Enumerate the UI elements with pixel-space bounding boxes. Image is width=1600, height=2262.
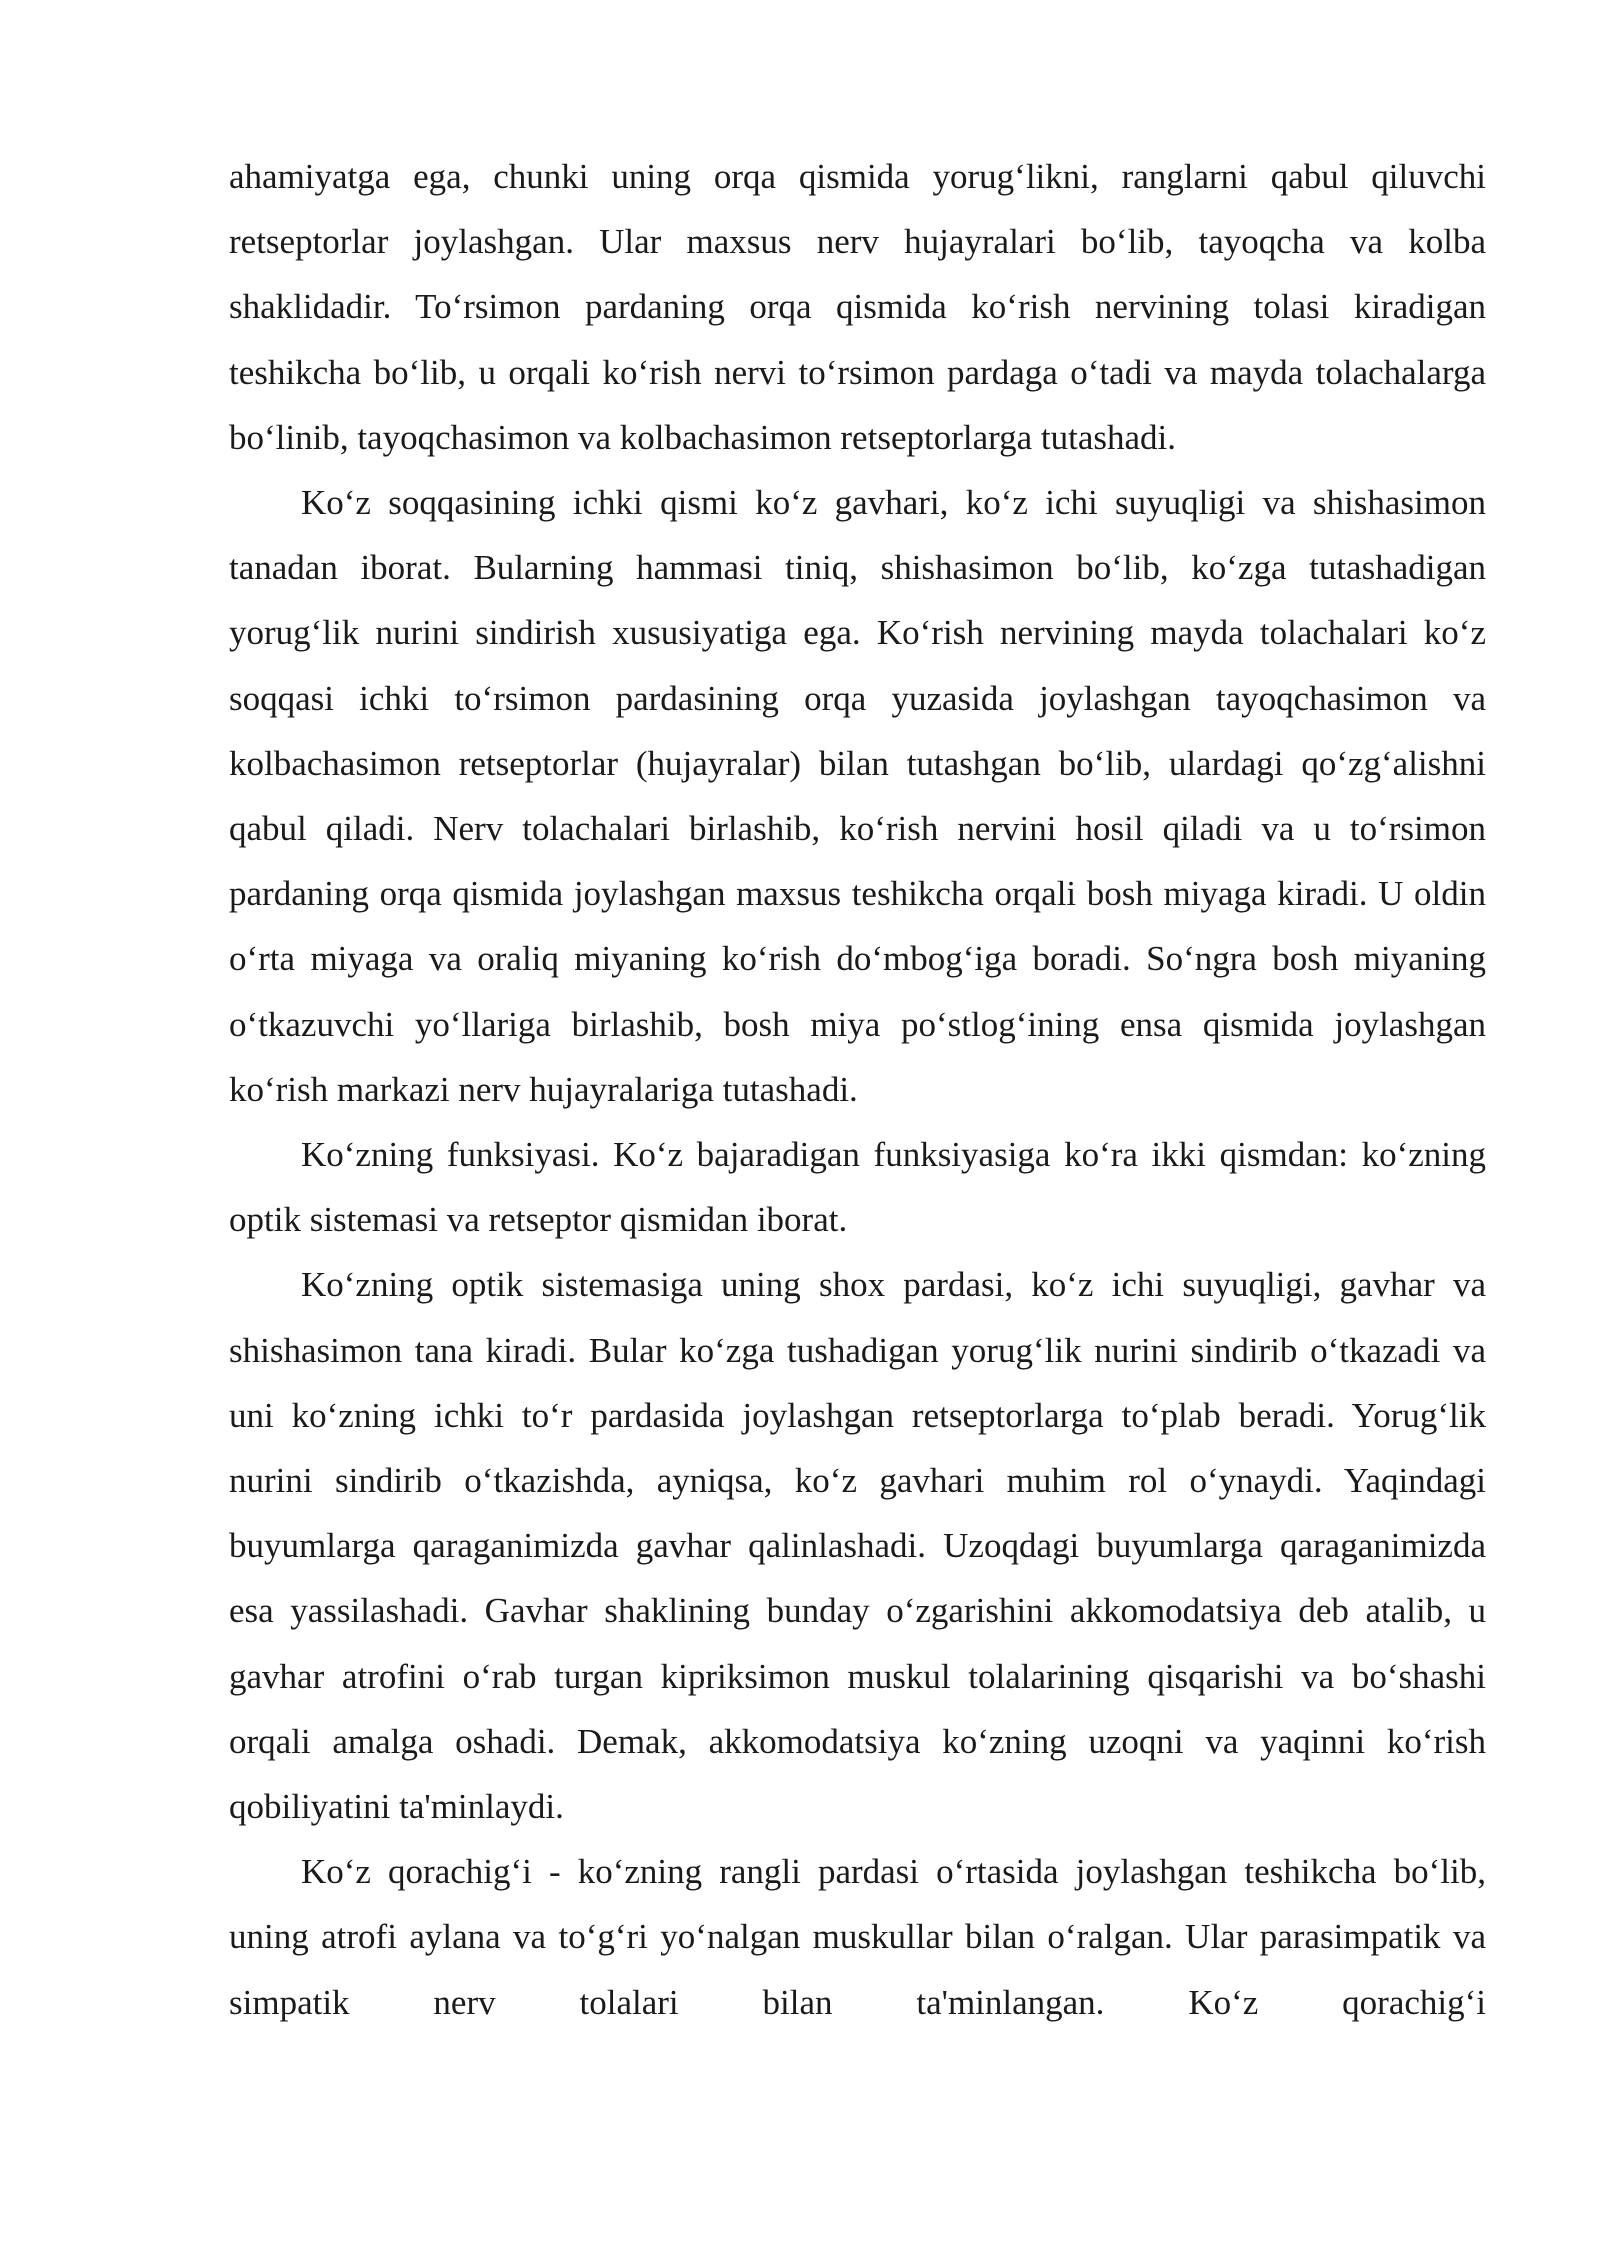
document-body <box>229 144 1486 2035</box>
paragraph-optical-system: Ko‘zning optik sistemasiga uning shox pardasi, ko‘z ichi suyuqligi, gavhar va shishasimon tana kiradi. Bular ko‘zga tushadigan yorug‘lik nurini sindirib o‘tkazadi va uni ko‘zning ichki to‘r pardasida joylashgan retseptorlarga to‘plab beradi. Yorug‘lik nurini sindirib o‘tkazishda, ayniqsa, ko‘z gavhari muhim rol o‘ynaydi. Yaqindagi buyumlarga qaraganimizda gavhar qalinlashadi. Uzoqdagi buyumlarga qaraganimizda esa yassilashadi. Gavhar shaklining bunday o‘zgarishini akkomodatsiya deb atalib, u gavhar atrofini o‘rab turgan kipriksimon muskul tolalarining qisqarishi va bo‘shashi orqali amalga oshadi. Demak, akkomodatsiya ko‘zning uzoqni va yaqinni ko‘rish qobiliyatini ta'minlaydi. <box>229 1265 1486 1827</box>
paragraph-eyeball-inner-part: Ko‘z soqqasining ichki qismi ko‘z gavhari, ko‘z ichi suyuqligi va shishasimon tanadan iborat. Bularning hammasi tiniq, shishasimon bo‘lib, ko‘zga tutashadigan yorug‘lik nurini sindirish xususiyatiga ega. Ko‘rish nervining mayda tolachalari ko‘z soqqasi ichki to‘rsimon pardasining orqa yuzasida joylashgan tayoqchasimon va kolbachasimon retseptorlar (hujayralar) bilan tutashgan bo‘lib, ulardagi qo‘zg‘alishni qabul qiladi. Nerv tolachalari birlashib, ko‘rish nervini hosil qiladi va u to‘rsimon pardaning orqa qismida joylashgan maxsus teshikcha orqali bosh miyaga kiradi. U oldin o‘rta miyaga va oraliq miyaning ko‘rish do‘mbog‘iga boradi. So‘ngra bosh miyaning o‘tkazuvchi yo‘llariga birlashib, bosh miya po‘stlog‘ining ensa qismida joylashgan ko‘rish markazi nerv hujayralariga tutashadi. <box>229 483 1486 1109</box>
paragraph-retina-receptors: ahamiyatga ega, chunki uning orqa qismida yorug‘likni, ranglarni qabul qiluvchi retseptorlar joylashgan. Ular maxsus nerv hujayralari bo‘lib, tayoqcha va kolba shaklidadir. To‘rsimon pardaning orqa qismida ko‘rish nervining tolasi kiradigan teshikcha bo‘lib, u orqali ko‘rish nervi to‘rsimon pardaga o‘tadi va mayda tolachalarga bo‘linib, tayoqchasimon va kolbachasimon retseptorlarga tutashadi. <box>229 157 1486 457</box>
paragraph-pupil: Ko‘z qorachig‘i - ko‘zning rangli pardasi o‘rtasida joylashgan teshikcha bo‘lib, uning atrofi aylana va to‘g‘ri yo‘nalgan muskullar bilan o‘ralgan. Ular parasimpatik va simpatik nerv tolalari bilan ta'minlangan. Ko‘z qorachig‘i <box>229 1852 1486 2022</box>
paragraph-eye-function: Ko‘zning funksiyasi. Ko‘z bajaradigan funksiyasiga ko‘ra ikki qismdan: ko‘zning optik sistemasi va retseptor qismidan iborat. <box>229 1135 1486 1240</box>
